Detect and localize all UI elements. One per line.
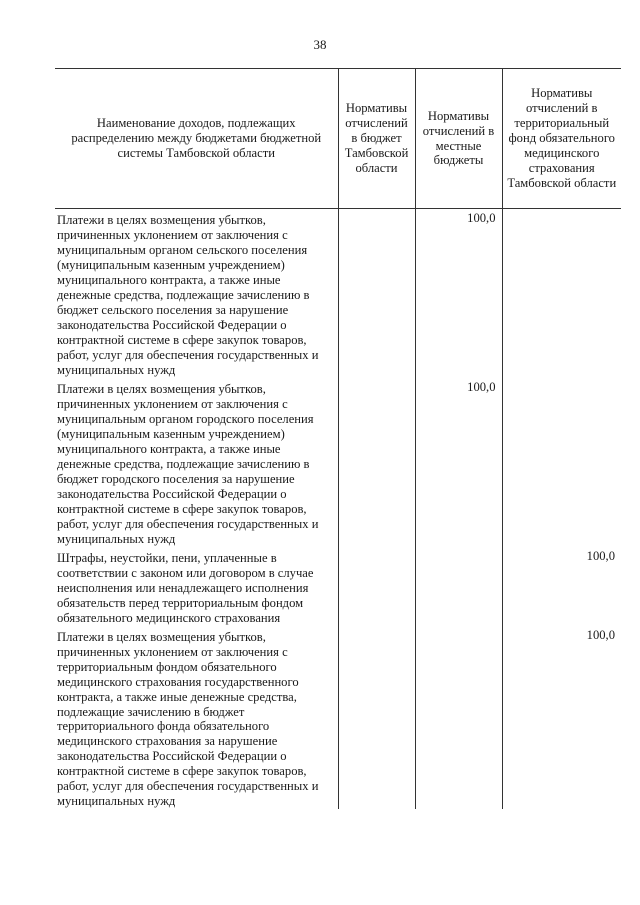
regional-budget-cell	[338, 378, 415, 547]
tfoms-cell	[502, 209, 621, 378]
tfoms-cell	[502, 378, 621, 547]
table-row	[55, 378, 621, 547]
revenue-name-cell: Штрафы, неустойки, пени, уплаченные в соответствии с законом или договором в случае неисполнения или ненадлежащего исполнения обязательств перед территориальным фондом обязательного медицинского страхования	[55, 547, 338, 626]
regional-budget-cell	[338, 209, 415, 378]
tfoms-cell: 100,0	[586, 627, 615, 642]
table-body	[55, 209, 621, 810]
regional-budget-cell	[338, 547, 415, 626]
page-number: 38	[313, 37, 327, 52]
revenue-name-cell: Платежи в целях возмещения убытков, причиненных уклонением от заключения с муниципальным органом городского поселения (муниципальным казенным учреждением) муниципального контракта, а также иные денежные средства, подлежащие зачислению в бюджет городского поселения за нарушение законодательства Российской Федерации о контрактной системе в сфере закупок товаров, работ, услуг для обеспечения государственных и муниципальных нужд	[55, 378, 338, 547]
header-tfoms: Нормативы отчислений в территориальный фонд обязательного медицинского страхования Тамбовской области	[502, 69, 621, 209]
local-budget-cell	[415, 547, 502, 626]
revenue-name-cell: Платежи в целях возмещения убытков, причиненных уклонением от заключения с территориальным фондом обязательного медицинского страхования государственного контракта, а также иные денежные средства, подлежащие зачислению в бюджет территориального фонда обязательного медицинского страхования за нарушение законодательства Российской Федерации о контрактной системе в сфере закупок товаров, работ, услуг для обеспечения государственных и муниципальных нужд	[55, 626, 338, 810]
table-row	[55, 626, 621, 810]
revenue-name-cell: Платежи в целях возмещения убытков, причиненных уклонением от заключения с муниципальным органом сельского поселения (муниципальным казенным учреждением) муниципального контракта, а также иные денежные средства, подлежащие зачислению в бюджет сельского поселения за нарушение законодательства Российской Федерации о контрактной системе в сфере закупок товаров, работ, услуг для обеспечения государственных и муниципальных нужд	[55, 209, 338, 378]
revenue-distribution-table	[55, 68, 621, 809]
header-regional-budget: Нормативы отчислений в бюджет Тамбовской области	[338, 69, 415, 209]
local-budget-cell: 100,0	[415, 378, 502, 547]
revenue-table	[55, 68, 621, 809]
local-budget-cell: 100,0	[415, 209, 502, 378]
table-row	[55, 547, 621, 626]
table-header	[55, 69, 621, 209]
tfoms-cell: 100,0	[586, 548, 615, 563]
table-row	[55, 209, 621, 378]
header-revenue-name: Наименование доходов, подлежащих распределению между бюджетами бюджетной системы Тамбовской области	[55, 69, 338, 209]
regional-budget-cell	[338, 626, 415, 810]
local-budget-cell	[415, 626, 502, 810]
header-local-budgets: Нормативы отчислений в местные бюджеты	[415, 69, 502, 209]
